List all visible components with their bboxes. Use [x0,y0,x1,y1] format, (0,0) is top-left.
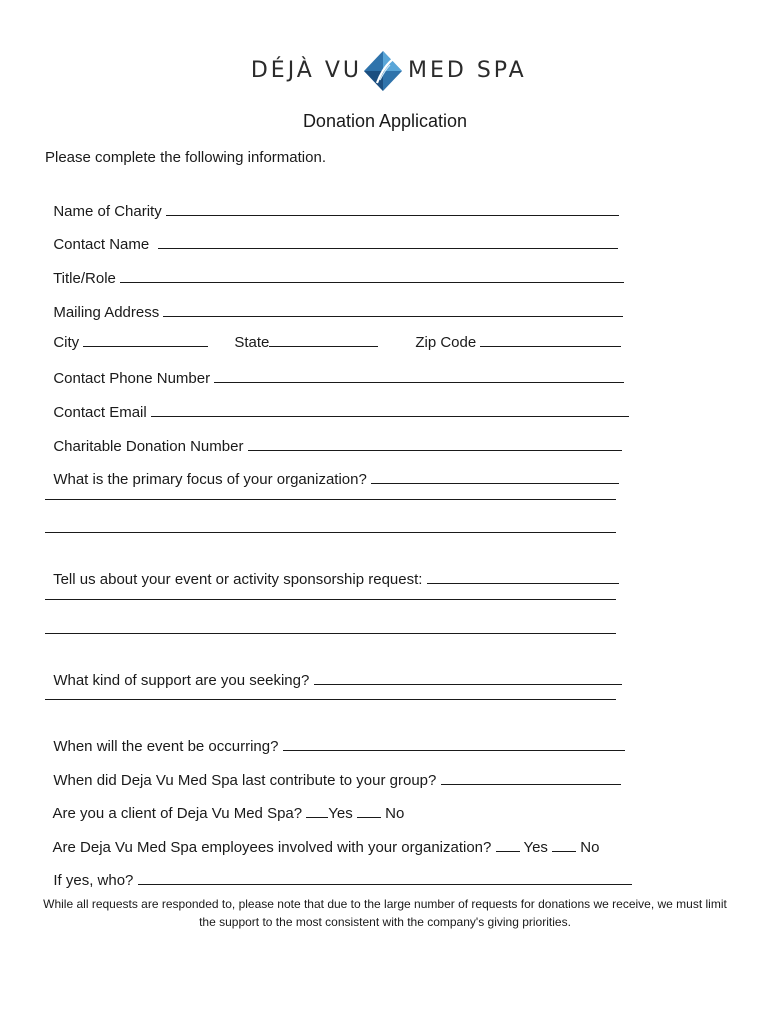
if-yes-input[interactable] [138,870,632,885]
contact-name-input[interactable] [158,234,618,249]
phone-label: Contact Phone Number [53,370,211,387]
focus-input-line-3[interactable] [45,532,616,533]
employees-no-label: No [580,839,600,856]
employees-yes-label: Yes [523,839,548,856]
if-yes-label: If yes, who? [53,872,134,889]
mailing-address-label: Mailing Address [53,304,160,321]
focus-input-line-2[interactable] [45,499,616,500]
support-label: What kind of support are you seeking? [53,672,310,689]
support-input[interactable] [314,670,622,685]
zip-row [407,315,621,351]
last-contribute-label: When did Deja Vu Med Spa last contribute to your group? [53,772,437,789]
when-event-label: When will the event be occurring? [53,738,279,755]
event-input[interactable] [427,569,619,584]
focus-input[interactable] [371,469,619,484]
title-role-label: Title/Role [53,270,116,287]
event-input-line-3[interactable] [45,633,616,634]
event-label: Tell us about your event or activity sponsorship request: [53,571,423,588]
state-label: State [234,334,270,351]
state-input[interactable] [269,332,378,347]
client-yes-blank[interactable] [306,803,328,818]
event-input-line-2[interactable] [45,599,616,600]
page-title: Donation Application [302,111,468,131]
donation-number-label: Charitable Donation Number [53,438,244,455]
client-label: Are you a client of Deja Vu Med Spa? [52,805,303,822]
client-no-label: No [385,805,405,822]
intro-text: Please complete the following information. [45,149,326,166]
client-yes-label: Yes [328,805,353,822]
support-input-line-2[interactable] [45,699,616,700]
focus-label: What is the primary focus of your organization? [53,471,367,488]
event-row [45,549,619,590]
charity-label: Name of Charity [53,203,162,220]
employees-label: Are Deja Vu Med Spa employees involved with your organization? [52,839,492,856]
email-label: Contact Email [53,404,147,421]
logo-text-left: DÉJÀ VU [250,58,362,83]
footer-note: While all requests are responded to, please note that due to the large number of requests for donations we receive, we must limit the support to the most consistent with the company's giving priorities. [43,897,727,929]
email-input[interactable] [151,402,629,417]
phone-input[interactable] [214,368,624,383]
logo-text-right: MED SPA [408,58,527,83]
city-row [45,315,208,351]
company-logo [0,50,770,94]
contact-name-label: Contact Name [53,236,150,253]
client-no-blank[interactable] [357,803,381,818]
diamond-leaf-icon [363,50,403,92]
when-event-input[interactable] [283,736,625,751]
city-input[interactable] [83,332,208,347]
state-row [226,315,378,351]
last-contribute-input[interactable] [441,770,621,785]
zip-input[interactable] [480,332,621,347]
zip-label: Zip Code [415,334,477,351]
city-label: City [53,334,80,351]
focus-row [45,449,619,490]
title-role-input[interactable] [120,268,624,283]
support-row [45,650,622,691]
if-yes-row [45,850,632,891]
